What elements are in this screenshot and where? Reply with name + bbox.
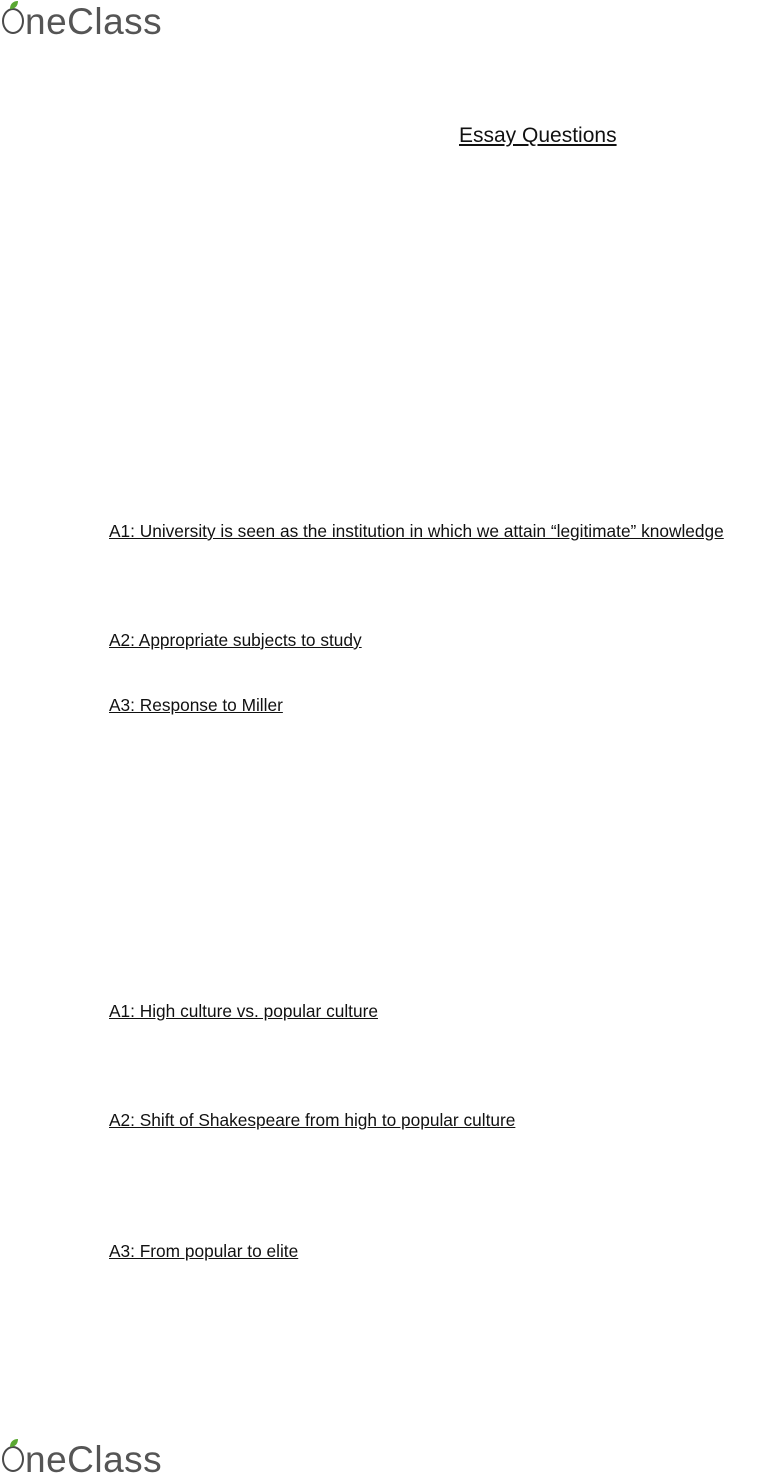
document-title: Essay Questions — [459, 124, 617, 147]
logo-wordmark: neClass — [25, 1439, 163, 1480]
logo-wordmark: neClass — [25, 1, 163, 42]
logo-o-ring-icon — [2, 1446, 24, 1472]
oneclass-logo-top — [0, 0, 190, 44]
leaf-icon — [9, 1438, 19, 1448]
section-heading: A3: From popular to elite — [109, 1241, 299, 1261]
section-heading: A2: Shift of Shakespeare from high to popular culture — [109, 1110, 516, 1130]
section-heading: A1: University is seen as the institution in which we attain “legitimate” knowledge — [109, 521, 724, 541]
oneclass-logo-bottom — [0, 1438, 190, 1482]
leaf-icon — [9, 0, 19, 10]
section-heading: A2: Appropriate subjects to study — [109, 630, 362, 650]
section-heading: A3: Response to Miller — [109, 695, 283, 715]
logo-o-ring-icon — [2, 8, 24, 34]
section-heading: A1: High culture vs. popular culture — [109, 1001, 378, 1021]
